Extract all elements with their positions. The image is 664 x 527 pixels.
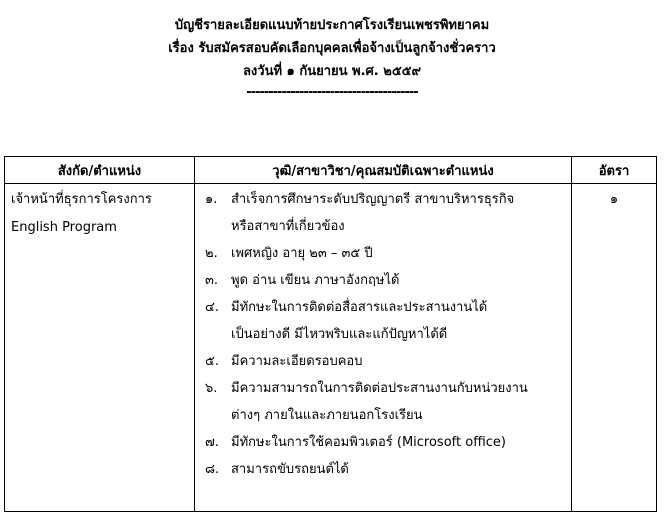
item-line: ต่างๆ ภายในและภายนอกโรงเรียน <box>231 408 423 423</box>
list-item <box>199 456 567 483</box>
document-header <box>0 14 664 103</box>
header-separator: --------------------------------------- <box>246 85 418 100</box>
header-title: บัญชีรายละเอียดแนบท้ายประกาศโรงเรียนเพชรพิทยาคม <box>174 18 490 33</box>
list-item <box>199 429 567 456</box>
table-row <box>5 184 657 512</box>
item-text <box>231 456 567 483</box>
header-date: ลงวันที่ ๑ กันยายน พ.ศ. ๒๕๕๙ <box>242 64 422 79</box>
list-item <box>199 375 567 429</box>
item-text <box>231 267 567 294</box>
item-text <box>231 294 567 348</box>
item-number: ๑. <box>205 192 218 207</box>
column-header-position: สังกัด/ตำแหน่ง <box>5 157 195 184</box>
qualification-list <box>199 186 567 483</box>
list-item <box>199 267 567 294</box>
position-cell <box>5 184 195 512</box>
item-line: หรือสาขาที่เกี่ยวข้อง <box>231 219 345 234</box>
item-line: มีทักษะในการติดต่อสื่อสารและประสานงานได้ <box>231 300 488 315</box>
item-line: เพศหญิง อายุ ๒๓ – ๓๕ ปี <box>231 246 373 261</box>
list-item <box>199 348 567 375</box>
item-number: ๘. <box>205 462 220 477</box>
item-number: ๓. <box>205 273 219 288</box>
item-number: ๕. <box>205 354 219 369</box>
item-number: ๗. <box>205 435 219 450</box>
list-item <box>199 240 567 267</box>
qualification-table <box>4 156 657 512</box>
item-text <box>231 186 567 240</box>
rate-cell: ๑ <box>572 184 657 512</box>
item-text <box>231 240 567 267</box>
item-line: สำเร็จการศึกษาระดับปริญญาตรี สาขาบริหารธุรกิจ <box>231 192 515 207</box>
position-program: English Program <box>11 220 117 235</box>
item-line: มีความสามารถในการติดต่อประสานงานกับหน่วยงาน <box>231 381 528 396</box>
column-header-rate: อัตรา <box>572 157 657 184</box>
item-text <box>231 429 567 456</box>
item-line: พูด อ่าน เขียน ภาษาอังกฤษได้ <box>231 273 400 288</box>
column-header-qualifications: วุฒิ/สาขาวิชา/คุณสมบัติเฉพาะตำแหน่ง <box>195 157 572 184</box>
header-subject: เรื่อง รับสมัครสอบคัดเลือกบุคคลเพื่อจ้างเป็นลูกจ้างชั่วคราว <box>168 41 496 56</box>
list-item <box>199 186 567 240</box>
item-number: ๖. <box>205 381 218 396</box>
item-number: ๔. <box>205 300 219 315</box>
item-text <box>231 375 567 429</box>
item-text <box>231 348 567 375</box>
list-item <box>199 294 567 348</box>
item-line: มีความละเอียดรอบคอบ <box>231 354 363 369</box>
table-header-row <box>5 157 657 184</box>
item-number: ๒. <box>205 246 218 261</box>
item-line: สามารถขับรถยนต์ได้ <box>231 462 349 477</box>
item-line: มีทักษะในการใช้คอมพิวเตอร์ (Microsoft office) <box>231 435 506 450</box>
qualifications-cell <box>195 184 572 512</box>
position-name: เจ้าหน้าที่ธุรการโครงการ <box>11 192 152 207</box>
item-line: เป็นอย่างดี มีไหวพริบและแก้ปัญหาได้ดี <box>231 327 448 342</box>
